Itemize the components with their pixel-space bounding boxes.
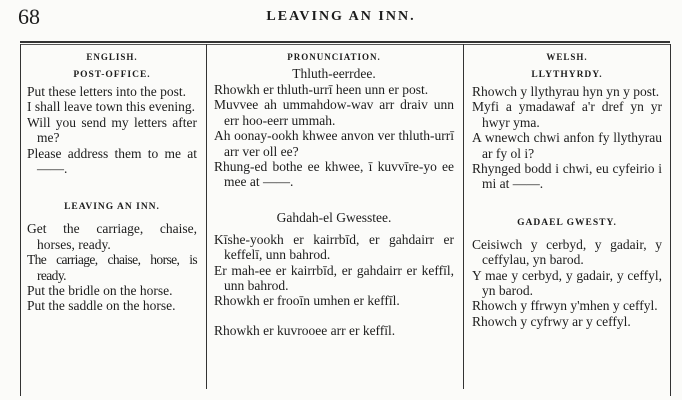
phrase-english: Get the carriage, chaise, horses, ready. bbox=[27, 221, 197, 252]
table-border-left bbox=[20, 44, 21, 396]
section-title: Thluth-eerrdee. bbox=[292, 66, 376, 81]
section-title: LLYTHYRDY. bbox=[531, 70, 603, 80]
phrase-english: Will you send my letters after me? bbox=[27, 114, 197, 146]
column-divider-1 bbox=[206, 44, 207, 389]
phrase-welsh: Y mae y cerbyd, y gadair, y ceffyl, yn barod. bbox=[472, 267, 662, 299]
phrase-welsh: Rhynged bodd i chwi, eu cyfeirio i mi at ——. bbox=[472, 161, 662, 192]
phrase-pronunciation: Muvvee ah ummahdow-wav arr draiv unn err hoo-eerr ummah. bbox=[214, 97, 454, 128]
column-header-welsh: WELSH. bbox=[546, 52, 588, 62]
phrase-english: Put these letters into the post. bbox=[27, 84, 186, 99]
pronunciation-column bbox=[214, 52, 454, 338]
phrase-pronunciation: Rhung-ed bothe ee khwee, ī kuvvīre-yo ee mee at ——. bbox=[214, 159, 454, 190]
phrase-pronunciation: Er mah-ee er kairrbīd, er gahdairr er keffīl, unn bahrod. bbox=[214, 262, 454, 294]
section-title: GADAEL GWESTY. bbox=[517, 217, 617, 228]
column-header-english: ENGLISH. bbox=[86, 52, 138, 62]
phrase-welsh: Myfi a ymadawaf a'r dref yn yr hwyr yma. bbox=[472, 99, 662, 130]
phrase-english: Please address them to me at ——. bbox=[27, 145, 197, 177]
phrase-pronunciation: Rhowkh er kuvrooee arr er keffīl. bbox=[214, 322, 396, 338]
welsh-column bbox=[472, 52, 662, 329]
column-divider-2 bbox=[463, 44, 464, 389]
phrase-pronunciation: Kīshe-yookh er kairrbīd, er gahdairr er keffelī, unn bahrod. bbox=[214, 231, 454, 263]
phrase-english: Put the saddle on the horse. bbox=[27, 298, 176, 314]
section-title: Gahdah-el Gwesstee. bbox=[276, 209, 392, 225]
phrase-english: I shall leave town this evening. bbox=[27, 99, 195, 115]
phrase-pronunciation: Rhowkh er thluth-urrī heen unn er post. bbox=[214, 82, 429, 97]
page-number: 68 bbox=[18, 4, 40, 29]
phrase-welsh: Rhowch y ffrwyn y'mhen y ceffyl. bbox=[472, 298, 658, 314]
section-title: LEAVING AN INN. bbox=[64, 202, 160, 213]
phrase-english: The carriage, chaise, horse, is ready. bbox=[27, 252, 197, 283]
phrase-welsh: Rhowch y llythyrau hyn yn y post. bbox=[472, 84, 660, 99]
phrase-pronunciation: Rhowkh er frooīn umhen er keffīl. bbox=[214, 293, 400, 309]
phrase-welsh: Rhowch y cyfrwy ar y ceffyl. bbox=[472, 313, 631, 329]
phrase-english: Put the bridle on the horse. bbox=[27, 283, 173, 299]
top-rule-thin bbox=[20, 44, 670, 45]
running-head: LEAVING AN INN. bbox=[266, 9, 416, 24]
table-border-right bbox=[670, 44, 671, 396]
phrase-welsh: Ceisiwch y cerbyd, y gadair, y ceffylau, yn barod. bbox=[472, 236, 662, 268]
english-column bbox=[27, 52, 197, 314]
column-header-pronunciation: PRONUNCIATION. bbox=[287, 52, 381, 62]
phrase-welsh: A wnewch chwi anfon fy llythyrau ar fy ol i? bbox=[472, 130, 662, 161]
phrase-pronunciation: Ah oonay-ookh khwee anvon ver thluth-urrī arr ver oll ee? bbox=[214, 128, 454, 159]
section-title: POST-OFFICE. bbox=[73, 70, 151, 80]
top-rule bbox=[20, 41, 670, 43]
